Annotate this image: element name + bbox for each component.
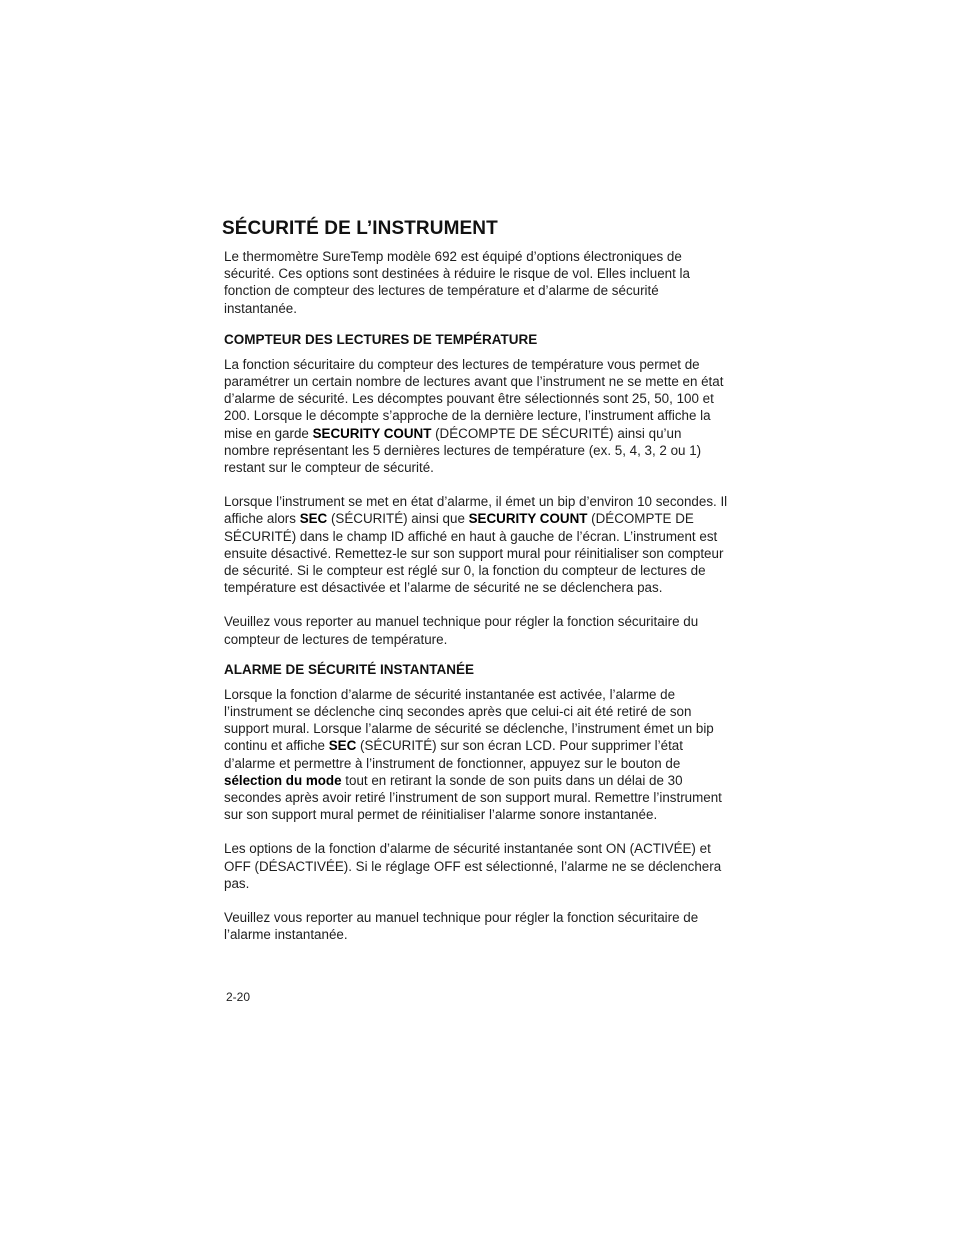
section-heading-instant-alarm: ALARME DE SÉCURITÉ INSTANTANÉE bbox=[224, 661, 475, 677]
page-content bbox=[224, 218, 730, 944]
counter-paragraph-2: Lorsque l’instrument se met en état d’alarme, il émet un bip d’environ 10 secondes. Il affiche alors SEC (SÉCURITÉ) ainsi que SECURITY COUNT (DÉCOMPTE DE SÉCURITÉ) dans le champ ID affiché en haut à gauche de l’écran. L’instrument est ensuite désactivé. Remettez-le sur son support mural pour réinitialiser son compteur de sécurité. Si le compteur est réglé sur 0, la fonction du compteur de lectures de température est désactivée et l’alarme de sécurité ne se déclenchera pas. bbox=[224, 494, 728, 596]
counter-paragraph-3: Veuillez vous reporter au manuel technique pour régler la fonction sécuritaire du compteur de lectures de température. bbox=[224, 614, 699, 647]
alarm-paragraph-2: Les options de la fonction d’alarme de sécurité instantanée sont ON (ACTIVÉE) et OFF (DÉSACTIVÉE). Si le réglage OFF est sélectionné, l’alarme ne se déclenchera pas. bbox=[224, 841, 722, 891]
alarm-paragraph-1: Lorsque la fonction d’alarme de sécurité instantanée est activée, l’alarme de l’instrument se déclenche cinq secondes après que celui-ci ait été retiré de son support mural. Lorsque l’alarme de sécurité se déclenche, l’instrument émet un bip continu et affiche SEC (SÉCURITÉ) sur son écran LCD. Pour supprimer l’état d’alarme et permettre à l’instrument de fonctionner, appuyez sur le bouton de sélection du mode tout en retirant la sonde de son puits dans un délai de 30 secondes après avoir retiré l’instrument de son support mural. Remettre l’instrument sur son support mural permet de réinitialiser l’alarme sonore instantanée. bbox=[224, 686, 722, 823]
section-heading-temperature-counter: COMPTEUR DES LECTURES DE TEMPÉRATURE bbox=[224, 331, 538, 347]
counter-paragraph-1: La fonction sécuritaire du compteur des lectures de température vous permet de paramétrer un certain nombre de lectures avant que l’instrument ne se mette en état d’alarme de sécurité. Les décomptes pouvant être sélectionnés sont 25, 50, 100 et 200. Lorsque le décompte s’approche de la dernière lecture, l’instrument affiche la mise en garde SECURITY COUNT (DÉCOMPTE DE SÉCURITÉ) ainsi qu’un nombre représentant les 5 dernières lectures de température (ex. 5, 4, 3, 2 ou 1) restant sur le compteur de sécurité. bbox=[224, 356, 724, 476]
intro-paragraph: Le thermomètre SureTemp modèle 692 est équipé d’options électroniques de sécurité. Ces options sont destinées à réduire le risque de vol. Elles incluent la fonction de compteur des lectures de température et d’alarme de sécurité instantanée. bbox=[224, 249, 690, 316]
alarm-paragraph-3: Veuillez vous reporter au manuel technique pour régler la fonction sécuritaire de l’alarme instantanée. bbox=[224, 910, 699, 943]
page-number: 2-20 bbox=[226, 990, 251, 1004]
page-title: SÉCURITÉ DE L’INSTRUMENT bbox=[222, 218, 498, 239]
